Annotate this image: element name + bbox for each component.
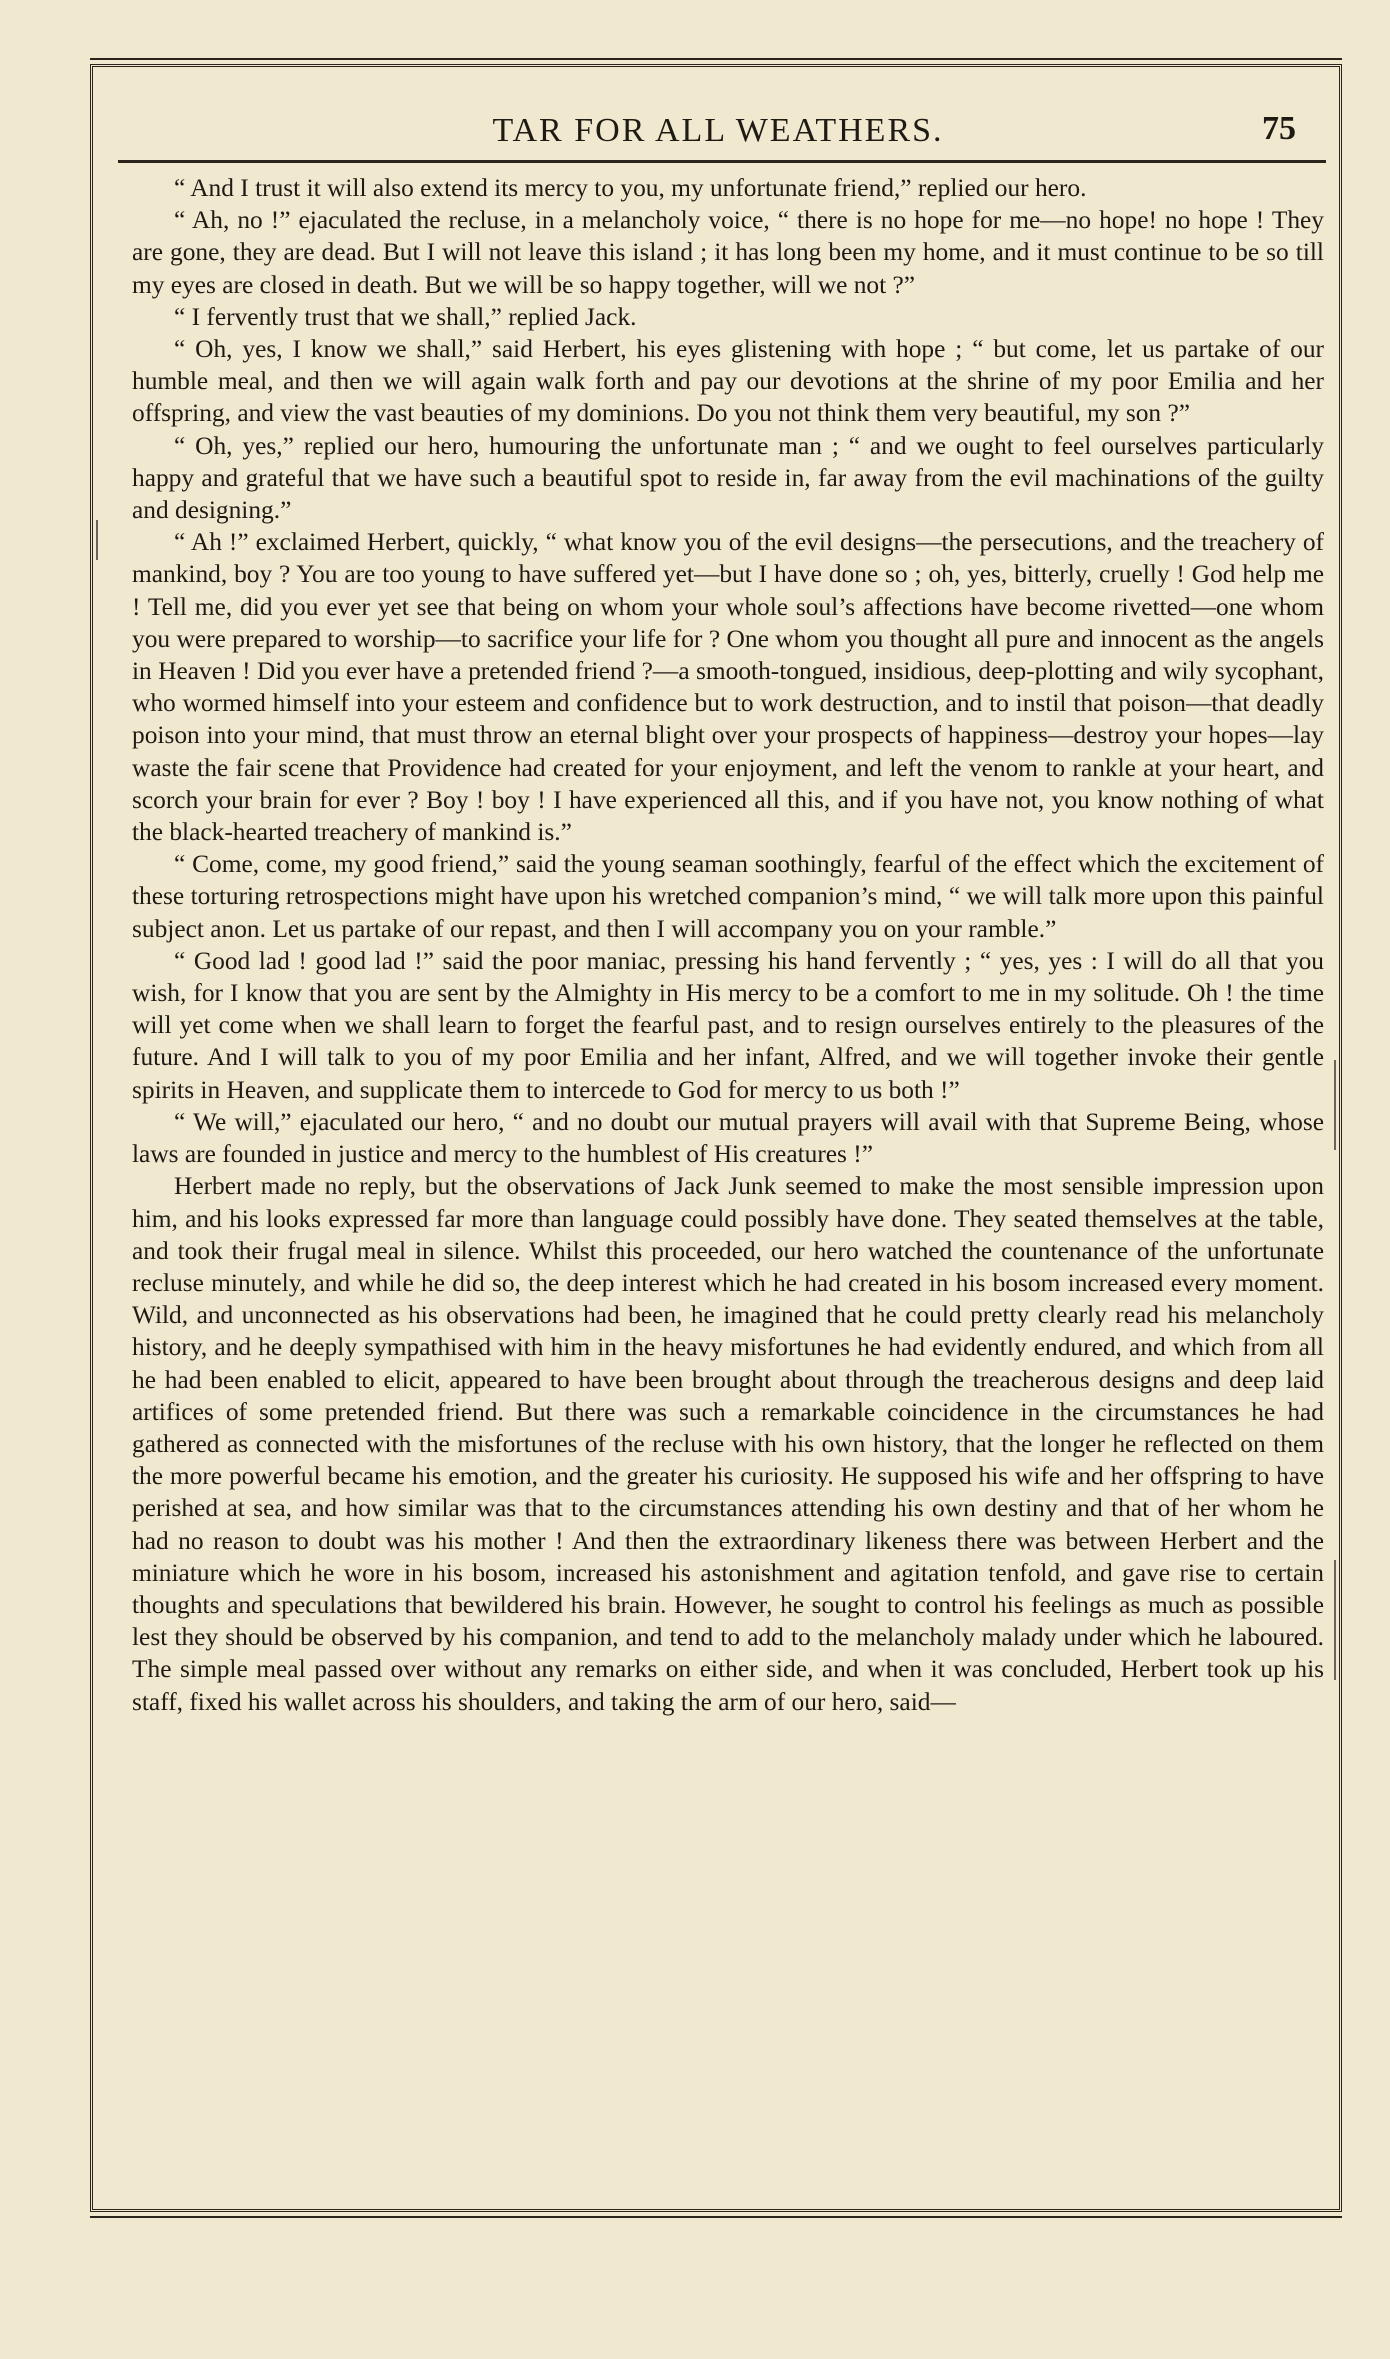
page-header [118,98,1318,158]
body-text [132,172,1324,2192]
paragraph: “ And I trust it will also extend its mercy to you, my unfortunate friend,” replied our hero. [174,174,1087,202]
header-rule [118,160,1326,163]
paragraph: “ Oh, yes,” replied our hero, humouring the unfortunate man ; “ and we ought to feel ourselves particularly happy and grateful that we have such a beautiful spot to reside in, far away from the evil machinations of the guilty and designing.” [132,431,1324,525]
margin-mark [1334,1060,1336,1150]
margin-mark [96,520,98,560]
paragraph: “ Good lad ! good lad !” said the poor maniac, pressing his hand fervently ; “ yes, yes : I will do all that you wish, for I know that you are sent by the Almighty in His mercy to be a comfort to me in my solitude. Oh ! the time will yet come when we shall learn to forget the fearful past, and to resign ourselves entirely to the pleasures of the future. And I will talk to you of my poor Emilia and her infant, Alfred, and we will together invoke their gentle spirits in Heaven, and supplicate them to intercede to God for mercy to us both !” [132,946,1324,1104]
running-title: TAR FOR ALL WEATHERS. [492,112,944,149]
paragraph: “ Ah !” exclaimed Herbert, quickly, “ what know you of the evil designs—the persecutions, and the treachery of mankind, boy ? You are too young to have suffered yet—but I have done so ; oh, yes, bitterly, cruelly ! God help me ! Tell me, did you ever yet see that being on whom your whole soul’s affections have become rivetted—one whom you were prepared to worship—to sacrifice your life for ? One whom you thought all pure and innocent as the angels in Heaven ! Did you ever have a pretended friend ?—a smooth-tongued, insidious, deep-plotting and wily sycophant, who wormed himself into your esteem and confidence but to work destruction, and to instil that poison—that deadly poison into your mind, that must throw an eternal blight over your prospects of happiness—destroy your hopes—lay waste the fair scene that Providence had created for your enjoyment, and left the venom to rankle at your heart, and scorch your brain for ever ? Boy ! boy ! I have experienced all this, and if you have not, you know nothing of what the black-hearted treachery of mankind is.” [132,528,1324,847]
paragraph: “ I fervently trust that we shall,” replied Jack. [174,302,637,331]
bottom-border-rule [90,2216,1342,2218]
paragraph: “ Ah, no !” ejaculated the recluse, in a melancholy voice, “ there is no hope for me—no hope! no hope ! They are gone, they are dead. But I will not leave this island ; it has long been my home, and it must continue to be so till my eyes are closed in death. But we will be so happy together, will we not ?” [132,206,1324,299]
paragraph: “ Come, come, my good friend,” said the young seaman soothingly, fearful of the effect which the excitement of these torturing retrospections might have upon his wretched companion’s mind, “ we will talk more upon this painful subject anon. Let us partake of our repast, and then I will accompany you on your ramble.” [132,850,1324,943]
page-number: 75 [1262,110,1296,147]
paragraph: “ We will,” ejaculated our hero, “ and no doubt our mutual prayers will avail with that Supreme Being, whose laws are founded in justice and mercy to the humblest of His creatures !” [132,1107,1324,1169]
paragraph: “ Oh, yes, I know we shall,” said Herbert, his eyes glistening with hope ; “ but come, let us partake of our humble meal, and then we will again walk forth and pay our devotions at the shrine of my poor Emilia and her offspring, and view the vast beauties of my dominions. Do you not think them very beautiful, my son ?” [132,335,1324,428]
paragraph: Herbert made no reply, but the observations of Jack Junk seemed to make the most sensible impression upon him, and his looks expressed far more than language could possibly have done. They seated themselves at the table, and took their frugal meal in silence. Whilst this proceeded, our hero watched the countenance of the unfortunate recluse minutely, and while he did so, the deep interest which he had created in his bosom increased every moment. Wild, and unconnected as his observations had been, he imagined that he could pretty clearly read his melancholy history, and he deeply sympathised with him in the heavy misfortunes he had evidently endured, and which from all he had been enabled to elicit, appeared to have been brought about through the treacherous designs and deep laid artifices of some pretended friend. But there was such a remarkable coincidence in the circumstances he had gathered as connected with the misfortunes of the recluse with his own history, that the longer he reflected on them the more powerful became his emotion, and the greater his curiosity. He supposed his wife and her offspring to have perished at sea, and how similar was that to the circumstances attending his own destiny and that of her whom he had no reason to doubt was his mother ! And then the extraordinary likeness there was between Herbert and the miniature which he wore in his bosom, increased his astonishment and agitation tenfold, and gave rise to certain thoughts and speculations that bewildered his brain. However, he sought to control his feelings as much as possible lest they should be observed by his companion, and tend to add to the melancholy malady under which he laboured. The simple meal passed over without any remarks on either side, and when it was concluded, Herbert took up his staff, fixed his wallet across his shoulders, and taking the arm of our hero, said— [132,1172,1324,1716]
top-border-rule [90,58,1342,60]
margin-mark [1334,1560,1336,1680]
